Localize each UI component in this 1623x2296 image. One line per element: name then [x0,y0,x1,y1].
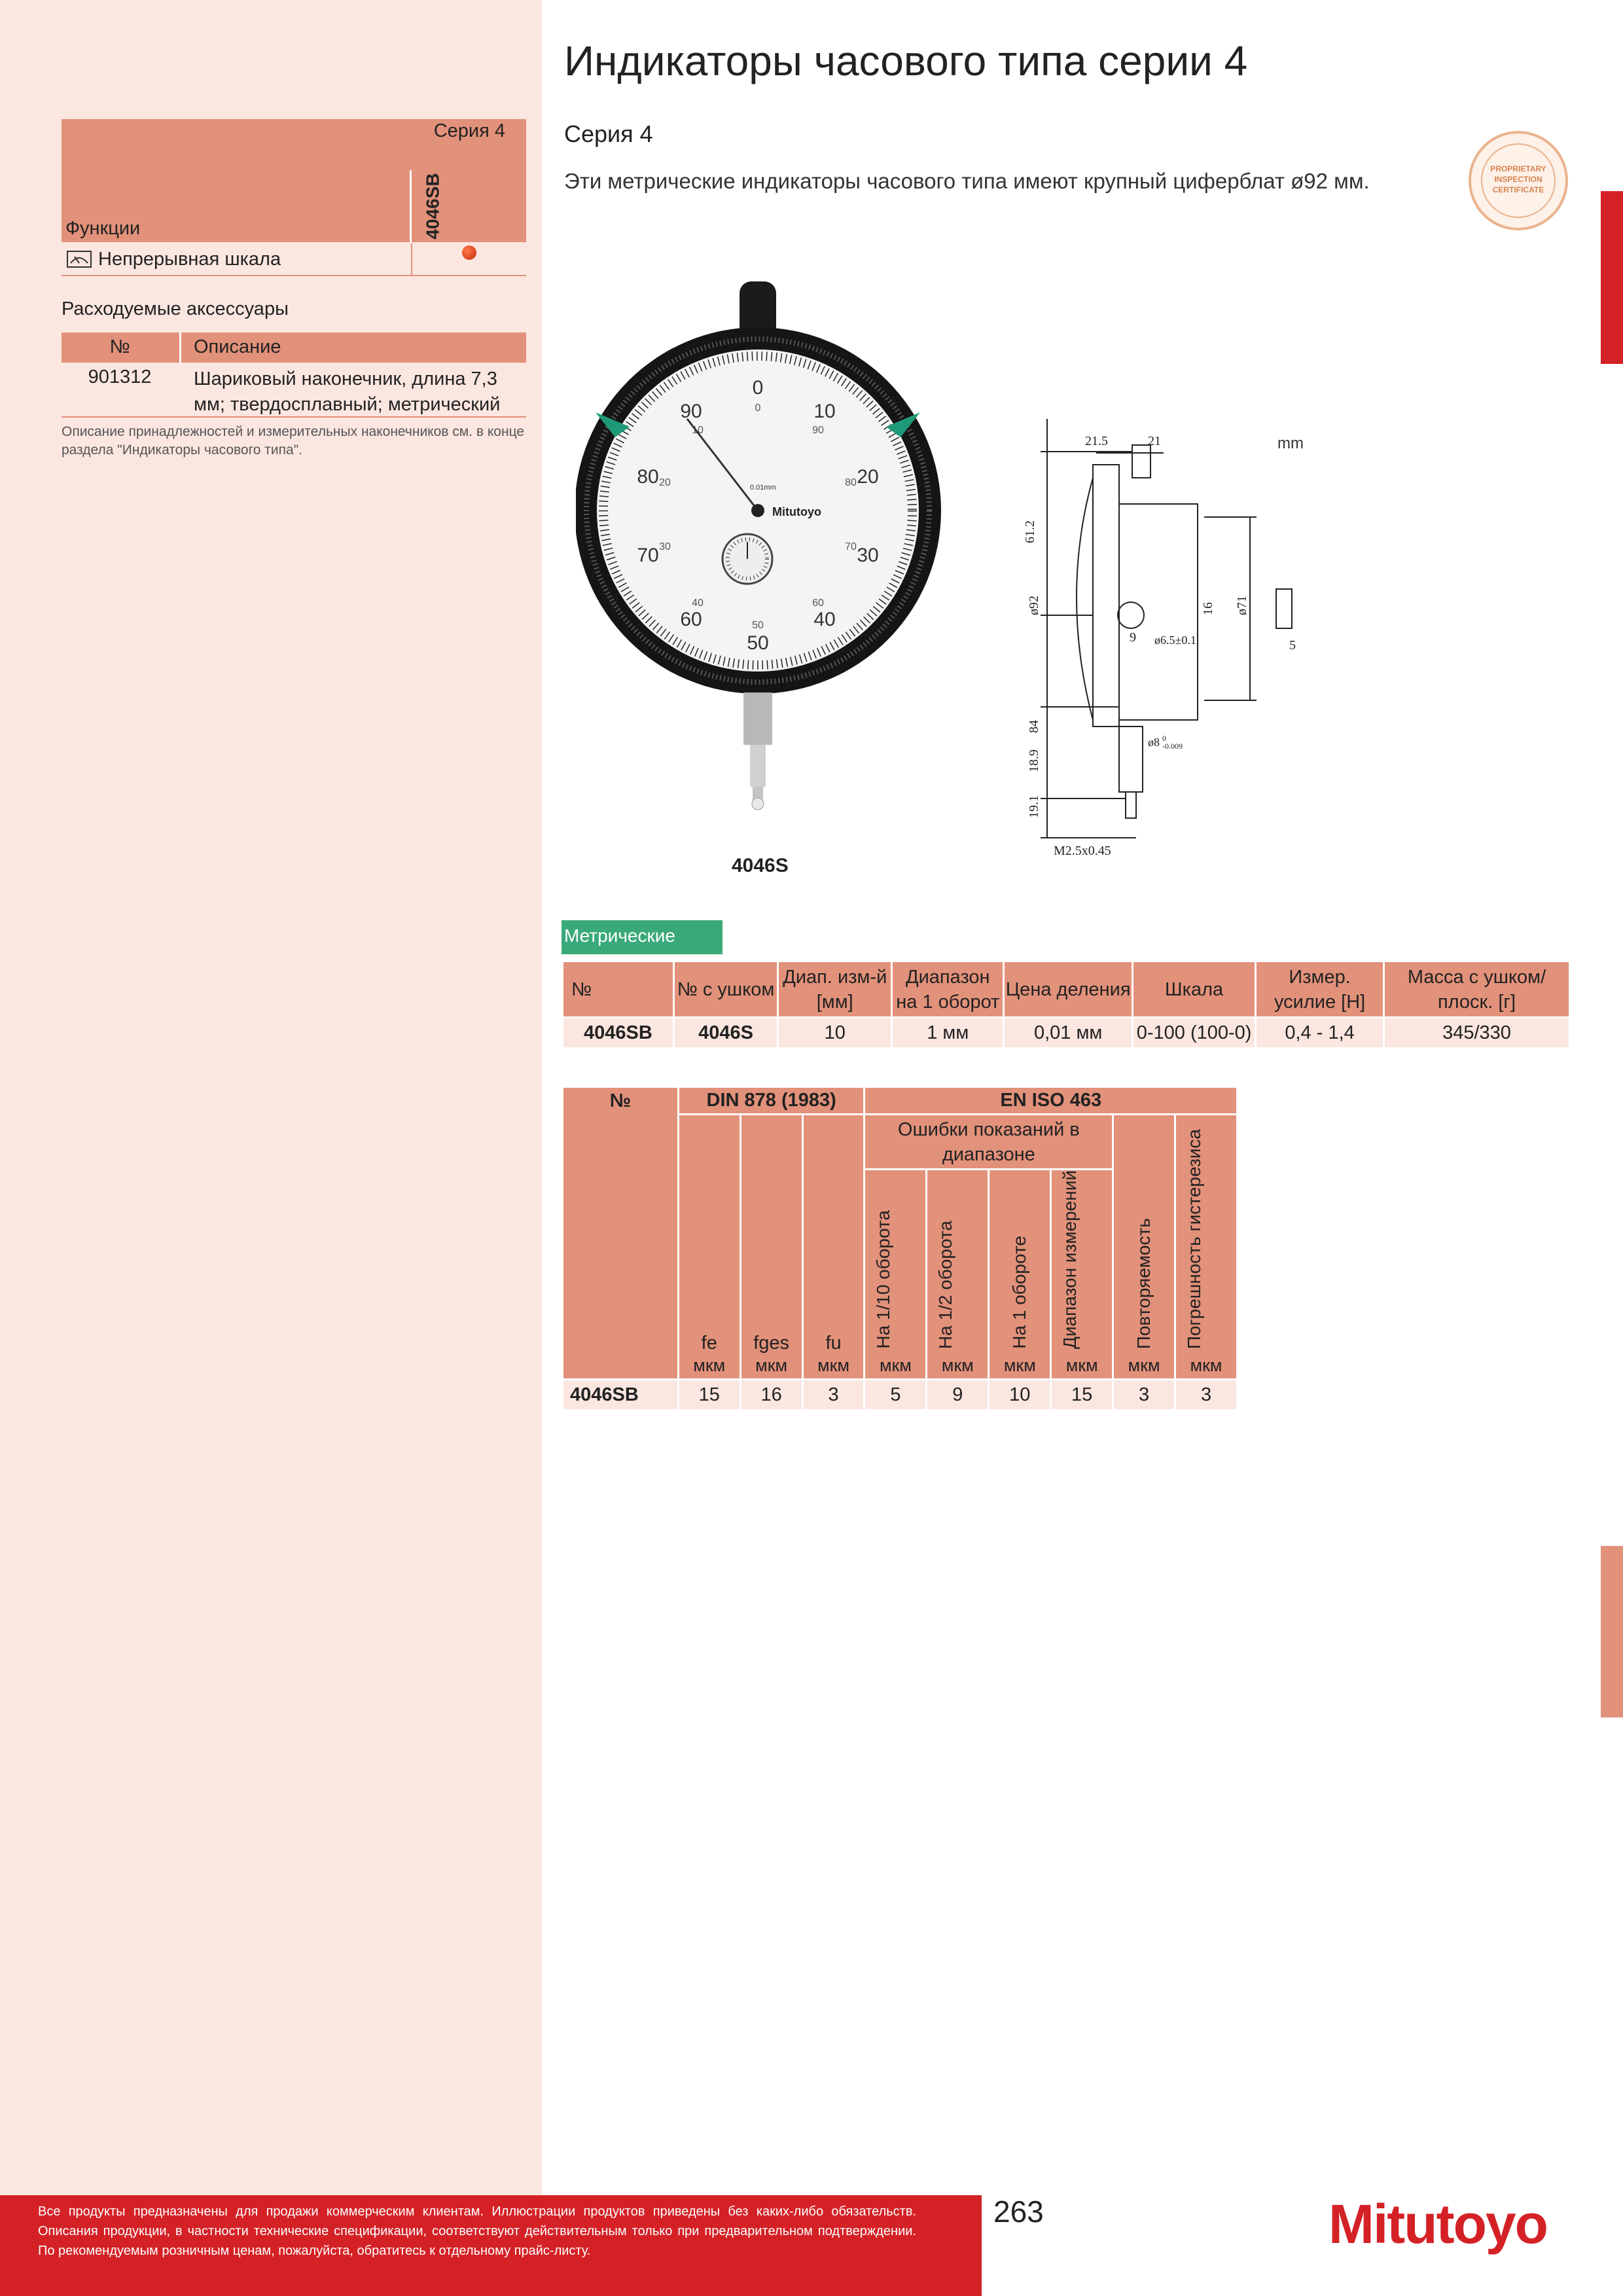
accuracy-cell: 3 [804,1380,864,1409]
din-col-label: fu [825,1333,842,1354]
column-divider [179,332,181,363]
function-row [62,243,526,276]
function-row-divider [411,243,412,275]
accessory-description: Шариковый наконечник, длина 7,3 мм; твердосплавный; метрический [194,368,501,415]
iso-col [1176,1115,1236,1380]
dim-label: 9 [1130,630,1136,645]
dim-label: 19.1 [1027,795,1041,818]
intro-text: Эти метрические индикаторы часового типа имеют крупный циферблат ø92 мм. [564,169,1370,193]
chapter-tab [1601,1546,1623,1717]
dim-label: 18.9 [1027,749,1041,772]
unit-label: мкм [755,1355,788,1376]
dim-label: 61.2 [1023,520,1037,543]
page-title: Индикаторы часового типа серии 4 [564,37,1248,84]
spec-header: Цена деления [1005,962,1132,1018]
dim-label: 84 [1027,720,1041,733]
unit-label: мкм [1128,1355,1160,1376]
din-col-label: fges [753,1333,790,1354]
accessories-title: Расходуемые аксессуары [62,298,289,319]
accessories-col-no: № [109,336,130,357]
dial-inner-number: 40 [692,598,704,609]
unit-label: мкм [817,1355,849,1376]
accuracy-cell: 10 [990,1380,1050,1409]
dial-number: 40 [813,609,836,630]
accuracy-cell: 15 [1052,1380,1112,1409]
accuracy-cell: 16 [741,1380,802,1409]
spec-cell: 345/330 [1385,1018,1569,1047]
dial-number: 90 [680,401,702,422]
iso-col-label: На 1/2 оборота [935,1221,956,1350]
dial-number: 80 [637,466,659,488]
dial-number: 10 [813,401,836,422]
dial-inner-number: 50 [752,620,764,631]
dial-number: 0 [752,377,764,399]
continuous-dial-icon [67,249,92,268]
unit-label: мкм [879,1355,912,1376]
certificate-line-2: INSPECTION [1494,175,1543,184]
dial-inner-number: 10 [692,425,704,436]
dim-label: ø6.5±0.1 [1154,634,1196,647]
accessory-row [62,363,526,418]
dial-inner-number: 20 [659,477,671,488]
table-row [563,1018,1569,1047]
dial-resolution: 0.01mm [750,484,776,492]
iso-col-label: На 1 обороте [1009,1236,1030,1350]
din-group-header: DIN 878 (1983) [679,1088,864,1115]
dial-inner-number: 70 [845,541,857,552]
indicator-stem [743,692,772,745]
dim-label: 5 [1289,638,1296,653]
accuracy-cell: 3 [1114,1380,1174,1409]
unit-label: мкм [941,1355,974,1376]
column-divider [410,170,412,242]
spec-cell: 0,4 - 1,4 [1257,1018,1383,1047]
dial-brand: Mitutoyo [772,505,821,518]
spec-header: № [563,962,673,1018]
accuracy-table [562,1088,1238,1409]
iso-group-header: EN ISO 463 [865,1088,1236,1115]
certificate-line-1: PROPRIETARY [1490,164,1546,173]
dial-number: 70 [637,545,659,566]
functions-label: Функции [65,218,141,239]
dim-label: ø71 [1235,596,1249,615]
errors-subgroup-header: Ошибки показаний в диапазоне [865,1115,1112,1170]
dial-inner-number: 80 [845,477,857,488]
unit-label: мкм [1003,1355,1036,1376]
iso-col [1052,1170,1112,1380]
din-col-label: fe [701,1333,717,1354]
spec-cell: 0-100 (100-0) [1133,1018,1255,1047]
accessories-table-header [62,332,526,363]
availability-dot-icon [462,245,476,260]
dial-inner-number: 0 [755,403,761,414]
spec-cell: 4046SB [563,1018,673,1047]
brand-logo: Mitutoyo [1329,2193,1547,2255]
accessories-note: Описание принадлежностей и измерительных наконечников см. в конце раздела "Индикаторы часового типа". [62,424,525,457]
dial-indicator-photo [576,275,952,838]
dial-inner-number: 60 [812,598,824,609]
accuracy-cell: 4046SB [563,1380,677,1409]
dim-label: 21.5 [1085,434,1108,448]
dim-label: ø8 [1148,736,1160,749]
page-number: 263 [993,2195,1044,2229]
certificate-seal-icon [1466,128,1571,233]
spec-header: Диап. изм-й [мм] [779,962,891,1018]
iso-col [865,1170,925,1380]
dial-inner-number: 90 [812,425,824,436]
metric-tag: Метрические [562,920,722,954]
spec-cell: 10 [779,1018,891,1047]
photo-caption: 4046S [732,855,789,876]
spec-header: Шкала [1133,962,1255,1018]
spec-cell: 4046S [675,1018,777,1047]
dial-inner-number: 30 [659,541,671,552]
dim-label: M2.5x0.45 [1054,844,1111,858]
dial-number: 60 [680,609,702,630]
spec-header: Масса с ушком/плоск. [г] [1385,962,1569,1018]
din-col [679,1115,740,1380]
iso-col [1114,1115,1174,1380]
dial-number: 20 [857,466,879,488]
spec-header: № с ушком [675,962,777,1018]
accuracy-col-no: № [563,1088,677,1380]
unit-label: мкм [1065,1355,1098,1376]
spec-cell: 0,01 мм [1005,1018,1132,1047]
footer-disclaimer: Все продукты предназначены для продажи коммерческим клиентам. Иллюстрации продуктов приведены без каких-либо обязательств. Описания продукции, в частности технические спецификации, соответствуют действительным только при предварительном подтверждении. По рекомендуемым розничным ценам, пожалуйста, обратитесь к отдельному прайс-листу. [38,2204,916,2258]
function-label: Непрерывная шкала [98,249,281,270]
dim-label: -0.009 [1162,742,1183,751]
iso-col-label: Погрешность гистерезиса [1184,1128,1205,1350]
iso-col [927,1170,988,1380]
dimension-drawing [995,419,1322,877]
chapter-tab [1601,191,1623,364]
din-col [804,1115,864,1380]
spec-cell: 1 мм [893,1018,1003,1047]
accessory-number: 901312 [88,367,152,387]
accuracy-cell: 3 [1176,1380,1236,1409]
dial-number: 30 [857,545,879,566]
model-column-label: 4046SB [423,173,443,240]
accuracy-cell: 9 [927,1380,988,1409]
functions-table-header [62,119,526,242]
accuracy-cell: 15 [679,1380,740,1409]
unit-label: мкм [693,1355,726,1376]
dim-label: 16 [1201,602,1215,615]
table-row [563,1380,1236,1409]
accuracy-cell: 5 [865,1380,925,1409]
drawing-unit: mm [1277,435,1304,452]
dim-label: 0 [1162,734,1166,743]
certificate-line-3: CERTIFICATE [1492,185,1544,194]
model-column-header [418,171,449,241]
accessories-col-description: Описание [194,336,281,357]
unit-label: мкм [1190,1355,1222,1376]
spec-table [562,962,1571,1047]
series-subtitle: Серия 4 [564,120,653,147]
din-col [741,1115,802,1380]
spec-header: Диапазон на 1 оборот [893,962,1003,1018]
iso-col [990,1170,1050,1380]
series-label: Серия 4 [433,120,505,141]
dial-number: 50 [747,632,769,654]
dim-label: ø92 [1027,596,1041,615]
iso-col-label: На 1/10 оборота [873,1210,894,1350]
spec-header: Измер. усилие [Н] [1257,962,1383,1018]
iso-col-label: Диапазон измерений [1060,1170,1080,1350]
iso-col-label: Повторяемость [1133,1217,1154,1350]
dim-label: 21 [1148,434,1161,448]
